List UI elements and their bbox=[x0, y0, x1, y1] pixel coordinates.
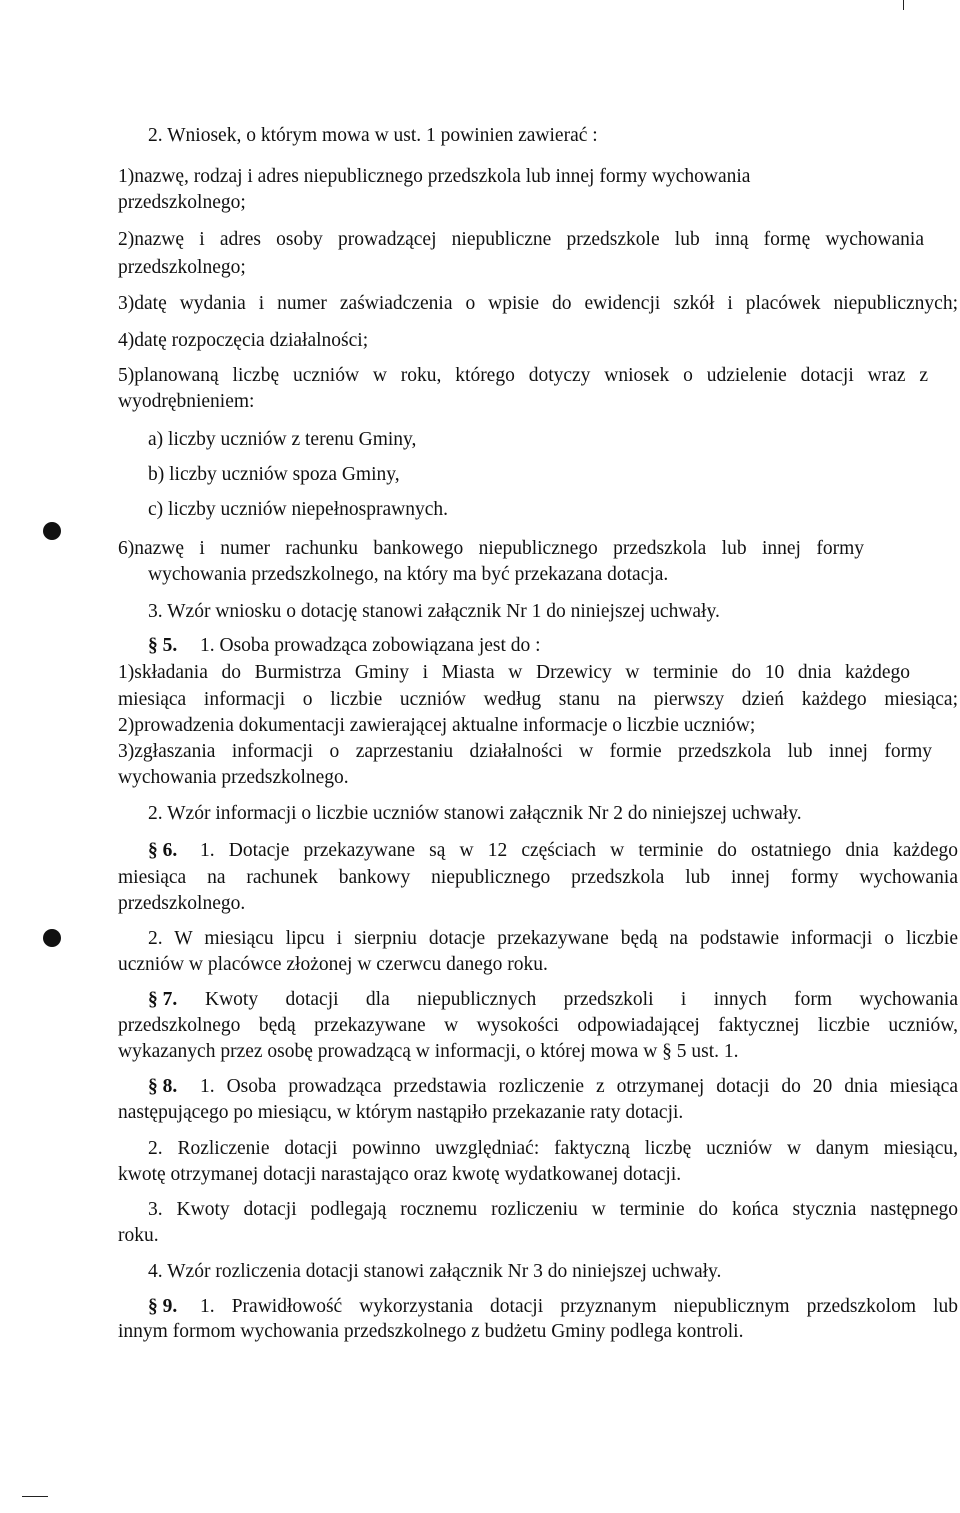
text-line: 1. Osoba prowadząca zobowiązana jest do : bbox=[200, 635, 541, 656]
corner-tick bbox=[903, 0, 904, 10]
text-line: 2. Wzór informacji o liczbie uczniów stanowi załącznik Nr 2 do niniejszej uchwały. bbox=[148, 803, 802, 824]
text-line: 1)nazwę, rodzaj i adres niepublicznego przedszkola lub innej formy wychowania bbox=[118, 166, 751, 187]
text-line: 1. Osoba prowadząca przedstawia rozliczenie z otrzymanej dotacji do 20 dnia miesiąca bbox=[200, 1076, 958, 1097]
text-line: 6)nazwę i numer rachunku bankowego niepublicznego przedszkola lub innej formy bbox=[118, 538, 864, 559]
text-line: wyodrębnieniem: bbox=[118, 391, 255, 412]
text-line: 1. Prawidłowość wykorzystania dotacji przyznanym niepublicznym przedszkolom lub bbox=[200, 1296, 958, 1317]
text-line: 1. Dotacje przekazywane są w 12 częściach w terminie do ostatniego dnia każdego bbox=[200, 840, 958, 861]
text-line: 4. Wzór rozliczenia dotacji stanowi załącznik Nr 3 do niniejszej uchwały. bbox=[148, 1261, 722, 1282]
punch-hole-2 bbox=[43, 929, 61, 947]
text-line: a) liczby uczniów z terenu Gminy, bbox=[148, 429, 417, 450]
text-line: 2)nazwę i adres osoby prowadzącej niepubliczne przedszkole lub inną formę wychowania bbox=[118, 229, 924, 250]
text-line: miesiąca na rachunek bankowy niepublicznego przedszkola lub innej formy wychowania bbox=[118, 867, 958, 888]
text-line: miesiąca informacji o liczbie uczniów według stanu na pierwszy dzień każdego miesiąca; bbox=[118, 689, 958, 710]
text-line: 3. Kwoty dotacji podlegają rocznemu rozliczeniu w terminie do końca stycznia następnego bbox=[148, 1199, 958, 1220]
section-mark: § 9. bbox=[148, 1296, 178, 1317]
text-line: Kwoty dotacji dla niepublicznych przedszkoli i innych form wychowania bbox=[205, 989, 958, 1010]
text-line: przedszkolnego; bbox=[118, 192, 246, 213]
text-line: uczniów w placówce złożonej w czerwcu danego roku. bbox=[118, 954, 548, 975]
text-line: 3)zgłaszania informacji o zaprzestaniu działalności w formie przedszkola lub innej formy bbox=[118, 741, 932, 762]
text-line: wychowania przedszkolnego, na który ma być przekazana dotacja. bbox=[148, 564, 669, 585]
section-mark: § 5. bbox=[148, 635, 178, 656]
text-line: przedszkolnego będą przekazywane w wysokości odpowiadającej faktycznej liczbie uczniów, bbox=[118, 1015, 958, 1036]
text-line: wychowania przedszkolnego. bbox=[118, 767, 349, 788]
section-mark: § 7. bbox=[148, 989, 178, 1010]
text-line: 2. Wniosek, o którym mowa w ust. 1 powinien zawierać : bbox=[148, 125, 598, 146]
text-line: 5)planowaną liczbę uczniów w roku, którego dotyczy wniosek o udzielenie dotacji wraz z bbox=[118, 365, 928, 386]
text-line: c) liczby uczniów niepełnosprawnych. bbox=[148, 499, 448, 520]
text-line: przedszkolnego; bbox=[118, 257, 246, 278]
text-line: roku. bbox=[118, 1225, 159, 1246]
text-line: 2)prowadzenia dokumentacji zawierającej aktualne informacje o liczbie uczniów; bbox=[118, 715, 756, 736]
text-line: 1)składania do Burmistrza Gminy i Miasta w Drzewicy w terminie do 10 dnia każdego bbox=[118, 662, 910, 683]
punch-hole-1 bbox=[43, 522, 61, 540]
text-line: 3)datę wydania i numer zaświadczenia o wpisie do ewidencji szkół i placówek niepublicznych; bbox=[118, 293, 958, 314]
text-line: innym formom wychowania przedszkolnego z budżetu Gminy podlega kontroli. bbox=[118, 1321, 744, 1342]
text-line: b) liczby uczniów spoza Gminy, bbox=[148, 464, 400, 485]
text-line: następującego po miesiącu, w którym nastąpiło przekazanie raty dotacji. bbox=[118, 1102, 684, 1123]
footer-rule bbox=[22, 1496, 48, 1497]
text-line: wykazanych przez osobę prowadzącą w informacji, o której mowa w § 5 ust. 1. bbox=[118, 1041, 739, 1062]
text-line: przedszkolnego. bbox=[118, 893, 246, 914]
text-line: kwotę otrzymanej dotacji narastająco oraz kwotę wydatkowanej dotacji. bbox=[118, 1164, 682, 1185]
section-mark: § 6. bbox=[148, 840, 178, 861]
text-line: 3. Wzór wniosku o dotację stanowi załącznik Nr 1 do niniejszej uchwały. bbox=[148, 601, 720, 622]
text-line: 4)datę rozpoczęcia działalności; bbox=[118, 330, 369, 351]
text-line: 2. W miesiącu lipcu i sierpniu dotacje przekazywane będą na podstawie informacji o liczbie bbox=[148, 928, 958, 949]
section-mark: § 8. bbox=[148, 1076, 178, 1097]
text-line: 2. Rozliczenie dotacji powinno uwzględniać: faktyczną liczbę uczniów w danym miesiącu, bbox=[148, 1138, 958, 1159]
